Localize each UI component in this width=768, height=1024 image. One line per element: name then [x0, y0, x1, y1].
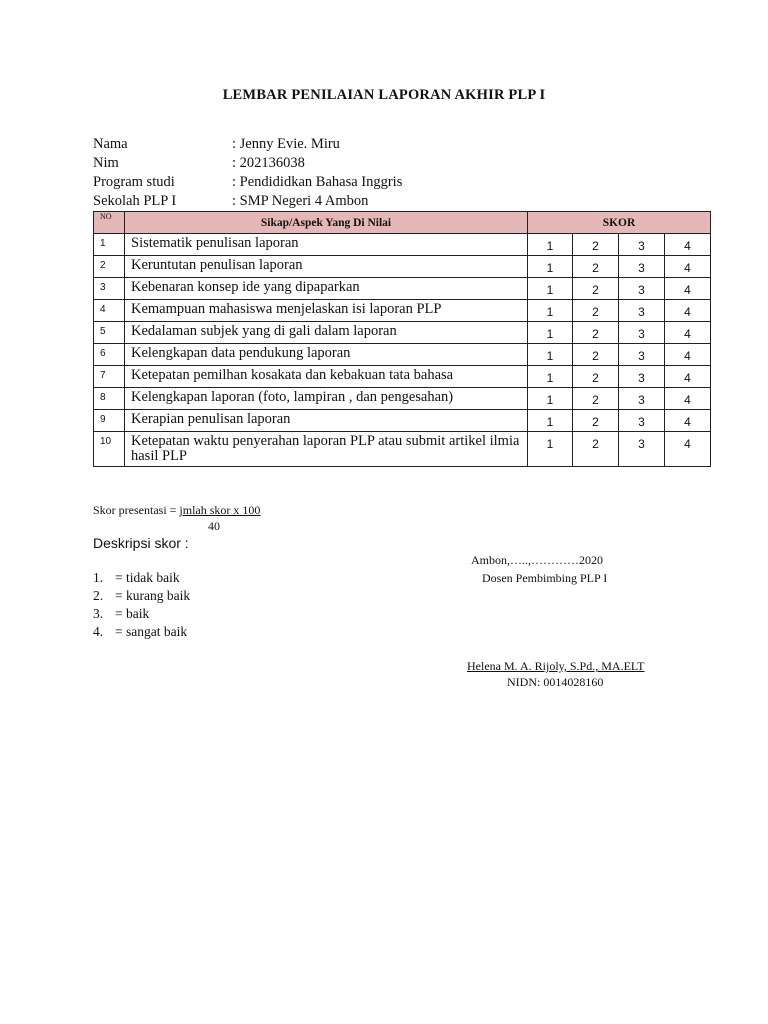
- student-info: [93, 135, 402, 211]
- info-value: : SMP Negeri 4 Ambon: [232, 193, 369, 209]
- score-option-1[interactable]: 1: [528, 432, 573, 467]
- row-number: 3: [94, 278, 125, 300]
- row-aspect: Kelengkapan laporan (foto, lampiran , dan pengesahan): [125, 388, 528, 410]
- table-body: [94, 234, 711, 467]
- score-option-3[interactable]: 3: [619, 322, 665, 344]
- score-option-4[interactable]: 4: [665, 410, 711, 432]
- score-option-2[interactable]: 2: [573, 322, 619, 344]
- info-label: Program studi: [93, 174, 175, 190]
- header-aspect: Sikap/Aspek Yang Di Nilai: [125, 212, 528, 234]
- table-row: [94, 410, 711, 432]
- score-option-4[interactable]: 4: [665, 278, 711, 300]
- row-aspect: Keruntutan penulisan laporan: [125, 256, 528, 278]
- score-option-1[interactable]: 1: [528, 388, 573, 410]
- info-row-school: [93, 192, 402, 211]
- table-header-row: [94, 212, 711, 234]
- table-row: [94, 366, 711, 388]
- row-number: 2: [94, 256, 125, 278]
- score-option-4[interactable]: 4: [665, 234, 711, 256]
- score-option-1[interactable]: 1: [528, 234, 573, 256]
- score-formula: [93, 503, 260, 518]
- score-option-3[interactable]: 3: [619, 366, 665, 388]
- list-item: [93, 587, 190, 605]
- list-item: [93, 605, 190, 623]
- page-title: LEMBAR PENILAIAN LAPORAN AKHIR PLP I: [222, 87, 546, 103]
- score-option-2[interactable]: 2: [573, 388, 619, 410]
- row-number: 4: [94, 300, 125, 322]
- assessment-table: [93, 211, 711, 467]
- row-number: 8: [94, 388, 125, 410]
- score-option-4[interactable]: 4: [665, 344, 711, 366]
- score-option-3[interactable]: 3: [619, 278, 665, 300]
- list-text: = tidak baik: [115, 570, 180, 585]
- table-row: [94, 278, 711, 300]
- header-score: SKOR: [528, 212, 711, 234]
- header-no: NO: [94, 212, 125, 234]
- row-aspect: Kelengkapan data pendukung laporan: [125, 344, 528, 366]
- signature-nidn: NIDN: 0014028160: [507, 675, 604, 689]
- table-row: [94, 234, 711, 256]
- list-text: = sangat baik: [115, 624, 188, 639]
- table-row: [94, 388, 711, 410]
- row-aspect: Kebenaran konsep ide yang dipaparkan: [125, 278, 528, 300]
- table-row: [94, 300, 711, 322]
- info-value: : 202136038: [232, 155, 305, 171]
- description-title: Deskripsi skor :: [93, 535, 189, 551]
- signature-place-date: Ambon,…..,…………2020: [471, 553, 603, 567]
- score-option-3[interactable]: 3: [619, 344, 665, 366]
- score-option-2[interactable]: 2: [573, 234, 619, 256]
- row-aspect: Ketepatan waktu penyerahan laporan PLP atau submit artikel ilmia hasil PLP: [125, 432, 528, 467]
- formula-prefix: Skor presentasi =: [93, 503, 180, 517]
- score-option-4[interactable]: 4: [665, 366, 711, 388]
- info-value: : Jenny Evie. Miru: [232, 136, 340, 152]
- score-option-4[interactable]: 4: [665, 300, 711, 322]
- score-option-2[interactable]: 2: [573, 300, 619, 322]
- info-value: : Pendididkan Bahasa Inggris: [232, 174, 403, 190]
- info-row-name: [93, 135, 402, 154]
- table-row: [94, 256, 711, 278]
- row-aspect: Kerapian penulisan laporan: [125, 410, 528, 432]
- list-number: 4.: [93, 624, 104, 639]
- score-option-1[interactable]: 1: [528, 410, 573, 432]
- list-number: 3.: [93, 606, 104, 621]
- score-option-2[interactable]: 2: [573, 410, 619, 432]
- list-number: 2.: [93, 588, 104, 603]
- score-option-4[interactable]: 4: [665, 256, 711, 278]
- row-number: 7: [94, 366, 125, 388]
- formula-denominator: 40: [208, 519, 220, 533]
- row-aspect: Kemampuan mahasiswa menjelaskan isi laporan PLP: [125, 300, 528, 322]
- score-option-2[interactable]: 2: [573, 344, 619, 366]
- row-aspect: Sistematik penulisan laporan: [125, 234, 528, 256]
- list-number: 1.: [93, 570, 104, 585]
- score-option-4[interactable]: 4: [665, 432, 711, 467]
- row-number: 9: [94, 410, 125, 432]
- score-option-3[interactable]: 3: [619, 256, 665, 278]
- score-option-3[interactable]: 3: [619, 300, 665, 322]
- row-aspect: Ketepatan pemilhan kosakata dan kebakuan tata bahasa: [125, 366, 528, 388]
- score-option-1[interactable]: 1: [528, 366, 573, 388]
- info-row-nim: [93, 154, 402, 173]
- info-label: Sekolah PLP I: [93, 193, 177, 209]
- row-number: 6: [94, 344, 125, 366]
- list-item: [93, 623, 190, 641]
- score-option-4[interactable]: 4: [665, 322, 711, 344]
- score-option-4[interactable]: 4: [665, 388, 711, 410]
- info-label: Nim: [93, 155, 119, 171]
- row-number: 1: [94, 234, 125, 256]
- score-option-1[interactable]: 1: [528, 256, 573, 278]
- score-option-1[interactable]: 1: [528, 322, 573, 344]
- score-option-2[interactable]: 2: [573, 278, 619, 300]
- score-option-2[interactable]: 2: [573, 432, 619, 467]
- score-option-2[interactable]: 2: [573, 366, 619, 388]
- score-option-3[interactable]: 3: [619, 388, 665, 410]
- score-option-2[interactable]: 2: [573, 256, 619, 278]
- table-row: [94, 432, 711, 467]
- table-row: [94, 322, 711, 344]
- score-option-1[interactable]: 1: [528, 300, 573, 322]
- row-number: 10: [94, 432, 125, 467]
- signature-name: Helena M. A. Rijoly, S.Pd., MA.ELT: [467, 659, 645, 673]
- score-option-3[interactable]: 3: [619, 410, 665, 432]
- row-number: 5: [94, 322, 125, 344]
- description-list: [93, 569, 190, 641]
- score-option-1[interactable]: 1: [528, 278, 573, 300]
- formula-numerator: jmlah skor x 100: [179, 503, 261, 517]
- info-row-program: [93, 173, 402, 192]
- table-row: [94, 344, 711, 366]
- signature-role: Dosen Pembimbing PLP I: [482, 571, 608, 585]
- list-item: [93, 569, 190, 587]
- row-aspect: Kedalaman subjek yang di gali dalam laporan: [125, 322, 528, 344]
- info-label: Nama: [93, 136, 128, 152]
- score-option-3[interactable]: 3: [619, 432, 665, 467]
- list-text: = kurang baik: [115, 588, 191, 603]
- score-option-3[interactable]: 3: [619, 234, 665, 256]
- list-text: = baik: [115, 606, 150, 621]
- score-option-1[interactable]: 1: [528, 344, 573, 366]
